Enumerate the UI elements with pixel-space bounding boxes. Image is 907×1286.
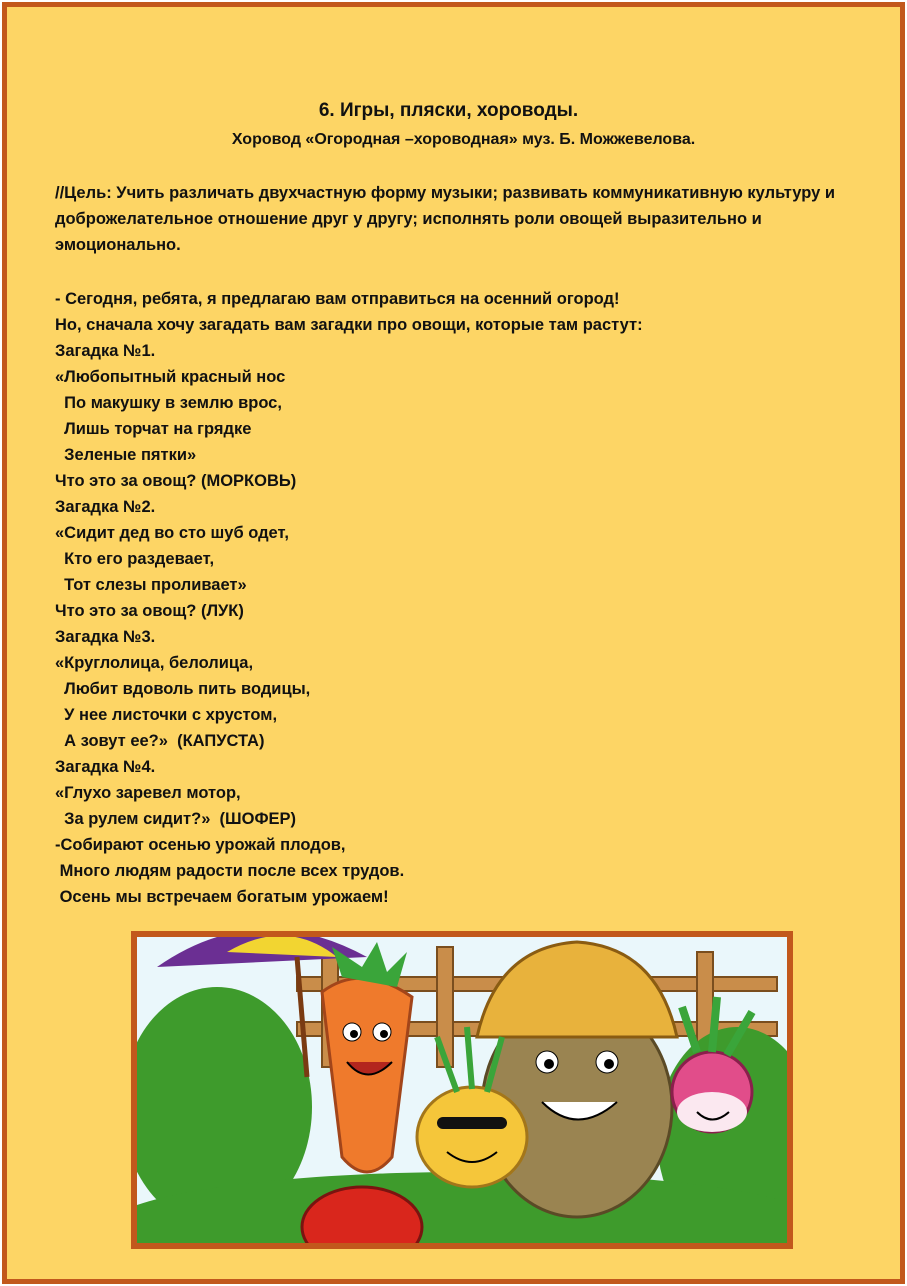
page-frame <box>2 2 905 1284</box>
text-line: «Круглолица, белолица, <box>55 654 254 672</box>
text-line: Осень мы встречаем богатым урожаем! <box>55 888 389 906</box>
vegetables-illustration-drawing <box>137 937 787 1243</box>
riddles-text <box>55 286 855 910</box>
text-line: Кто его раздевает, <box>55 550 215 568</box>
goal-paragraph: //Цель: Учить различать двухчастную форму музыки; развивать коммуникативную культуру и доброжелательное отношение друг у другу; исполнять роли овощей выразительно и эмоционально. <box>55 184 836 254</box>
text-line: Зеленые пятки» <box>55 446 197 464</box>
text-line: По макушку в землю врос, <box>55 394 282 412</box>
vegetables-illustration <box>131 931 793 1249</box>
page-subtitle: Хоровод «Огородная –хороводная» муз. Б. Можжевелова. <box>231 131 696 148</box>
riddle-answer: За рулем сидит?» (ШОФЕР) <box>55 810 297 828</box>
text-line: -Собирают осенью урожай плодов, <box>55 836 346 854</box>
riddle-heading: Загадка №1. <box>55 342 156 360</box>
riddle-answer: А зовут ее?» (КАПУСТА) <box>55 732 265 750</box>
riddle-answer: Что это за овощ? (ЛУК) <box>55 602 244 620</box>
text-line: «Сидит дед во сто шуб одет, <box>55 524 289 542</box>
text-line: Тот слезы проливает» <box>55 576 247 594</box>
text-line: «Глухо заревел мотор, <box>55 784 241 802</box>
text-line: Любит вдоволь пить водицы, <box>55 680 311 698</box>
text-line: Лишь торчат на грядке <box>55 420 252 438</box>
riddle-heading: Загадка №4. <box>55 758 156 776</box>
riddle-heading: Загадка №3. <box>55 628 156 646</box>
text-line: У нее листочки с хрустом, <box>55 706 278 724</box>
text-line: «Любопытный красный нос <box>55 368 286 386</box>
text-line: Но, сначала хочу загадать вам загадки про овощи, которые там растут: <box>55 316 643 334</box>
riddle-answer: Что это за овощ? (МОРКОВЬ) <box>55 472 297 490</box>
text-line: Много людям радости после всех трудов. <box>55 862 405 880</box>
page-title: 6. Игры, пляски, хороводы. <box>318 100 579 121</box>
riddle-heading: Загадка №2. <box>55 498 156 516</box>
text-line: - Сегодня, ребята, я предлагаю вам отправиться на осенний огород! <box>55 290 620 308</box>
